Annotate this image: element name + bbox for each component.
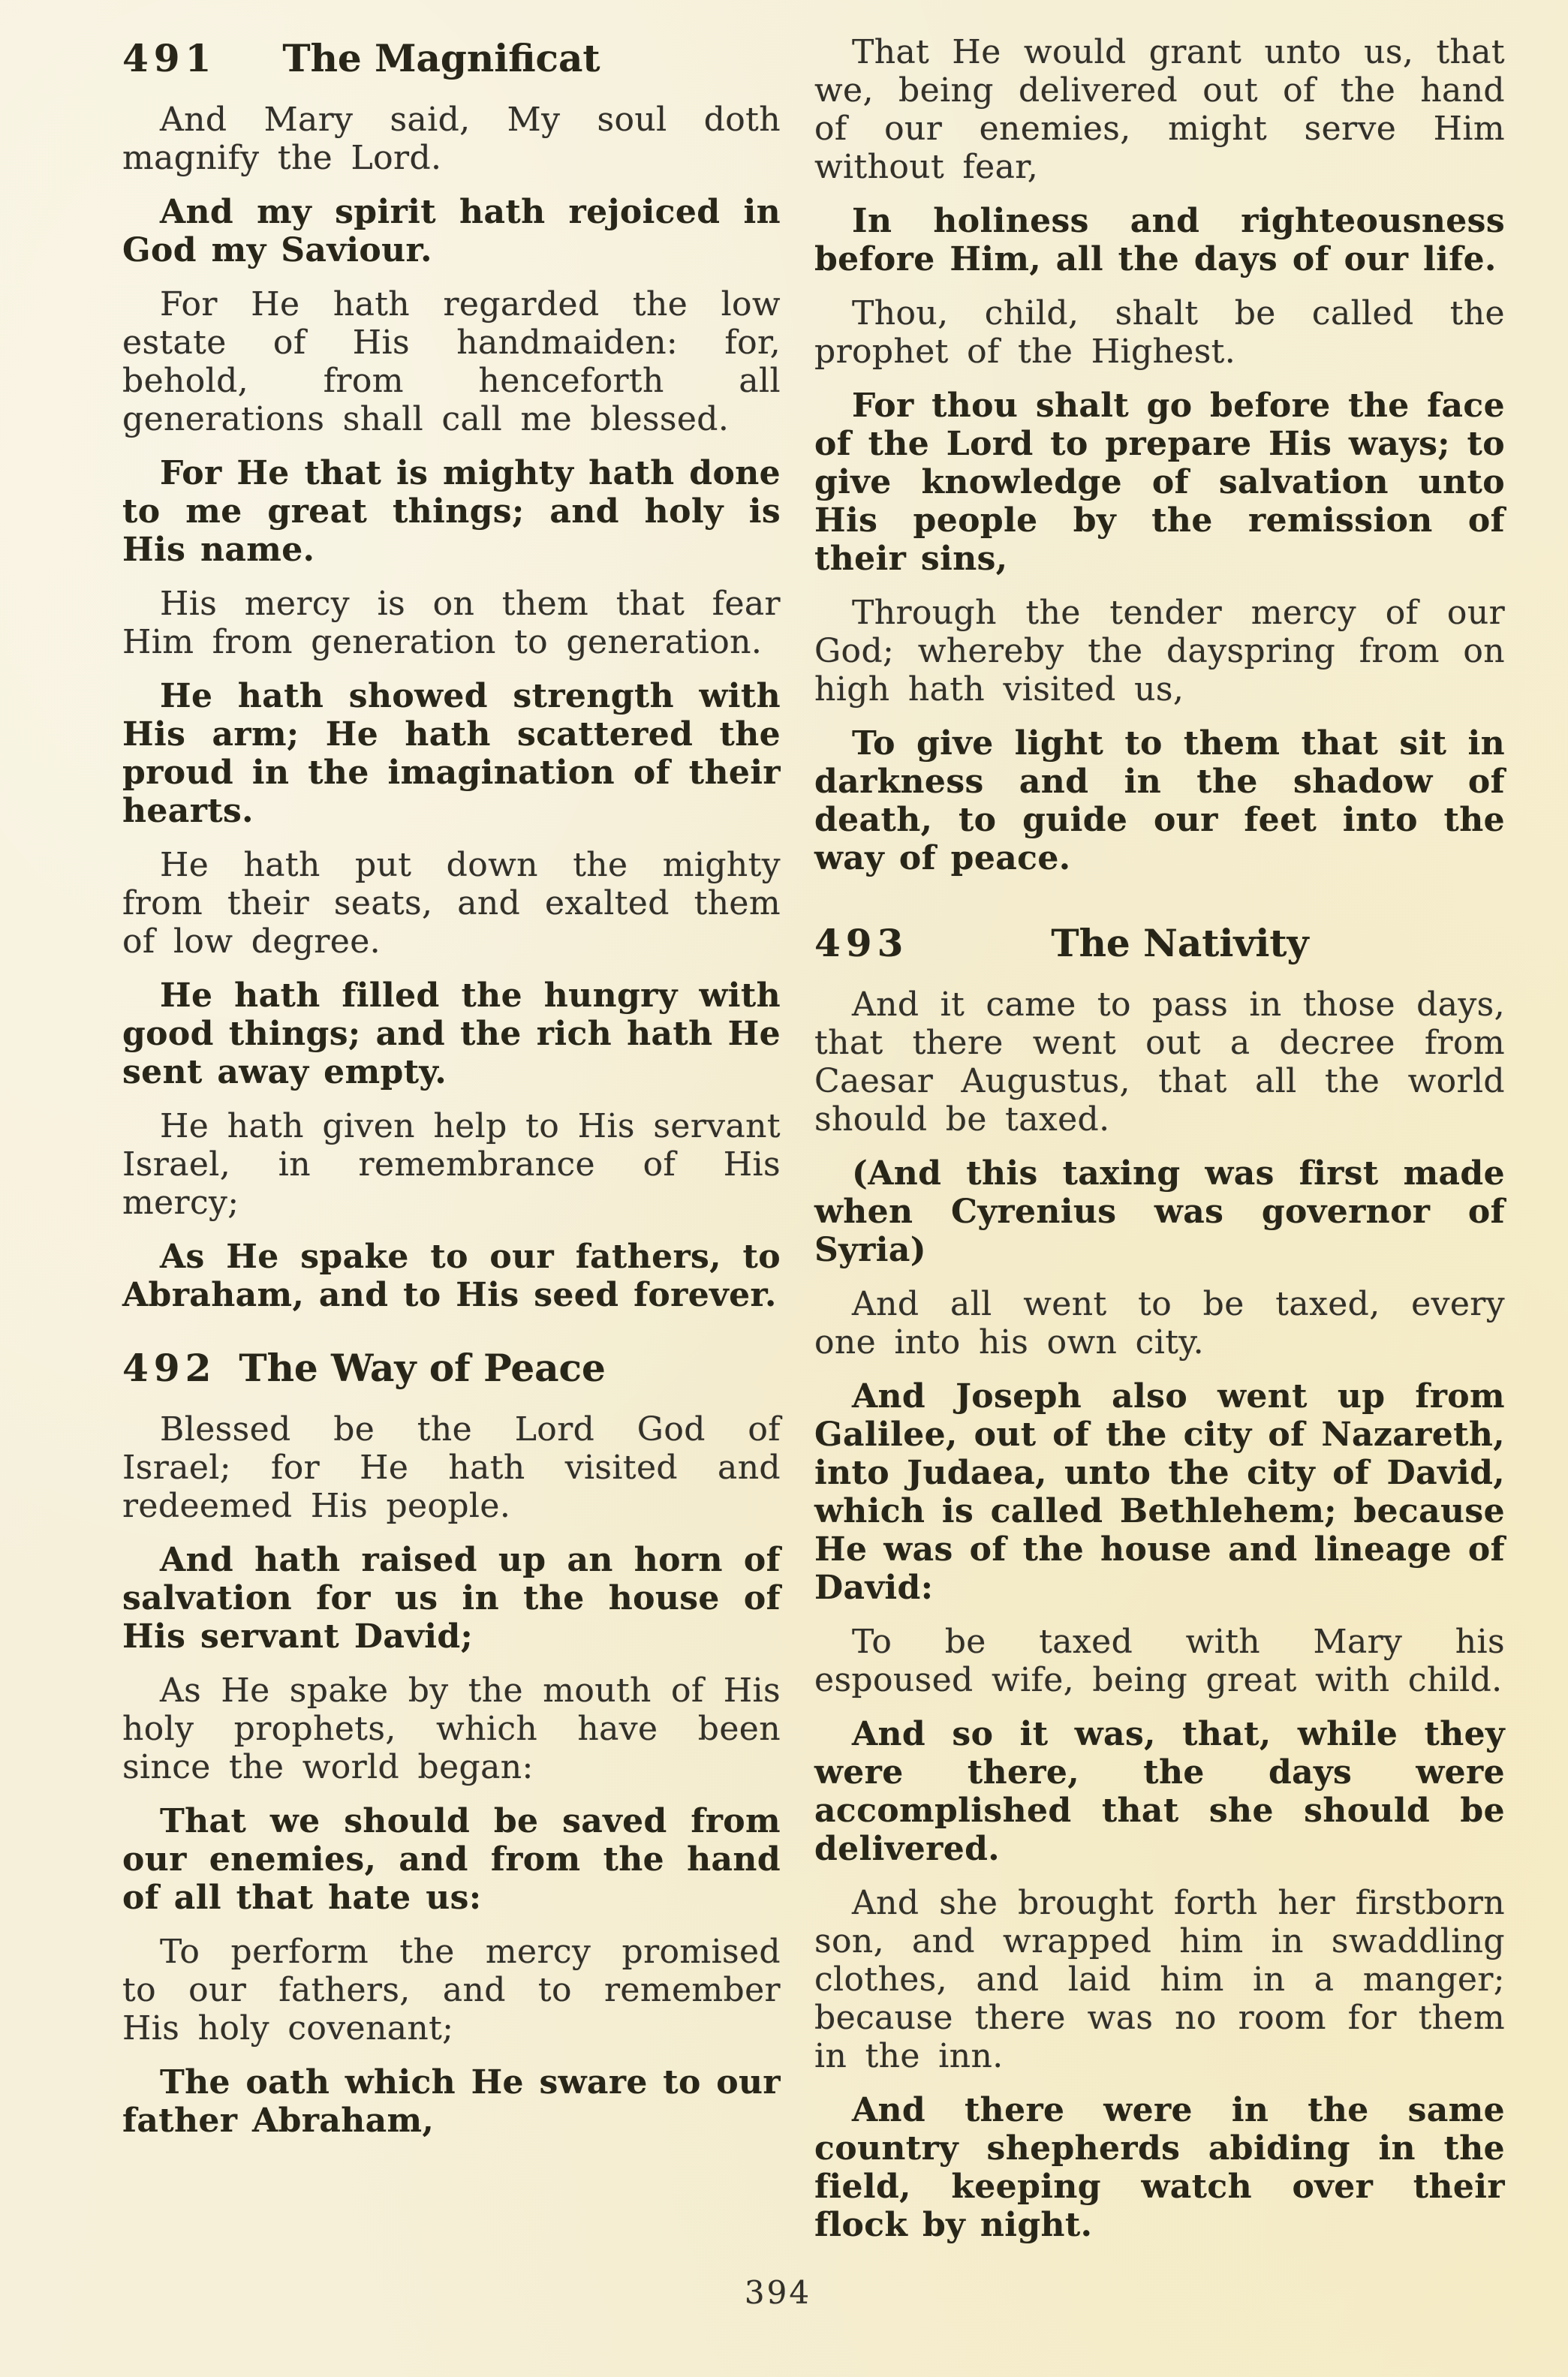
- section-title-492: The Way of Peace: [239, 1346, 606, 1390]
- verse-paragraph: That we should be saved from our enemies, and from the hand of all that hate us:: [122, 1802, 781, 1917]
- verse-paragraph: He hath put down the mighty from their seats, and exalted them of low degree.: [122, 846, 781, 961]
- verse-paragraph: For He hath regarded the low estate of His handmaiden: for, behold, from henceforth all generations shall call me blessed.: [122, 285, 781, 438]
- verse-paragraph: For He that is mighty hath done to me great things; and holy is His name.: [122, 454, 781, 569]
- verse-paragraph: He hath given help to His servant Israel, in remembrance of His mercy;: [122, 1107, 781, 1222]
- verse-paragraph: He hath showed strength with His arm; He hath scattered the proud in the imagination of their hearts.: [122, 677, 781, 830]
- verse-paragraph: For thou shalt go before the face of the Lord to prepare His ways; to give knowledge of salvation unto His people by the remission of their sins,: [814, 387, 1505, 578]
- verse-paragraph: And my spirit hath rejoiced in God my Saviour.: [122, 193, 781, 269]
- verse-paragraph: That He would grant unto us, that we, being delivered out of the hand of our enemies, might serve Him without fear,: [814, 33, 1505, 186]
- verse-paragraph: And hath raised up an horn of salvation for us in the house of His servant David;: [122, 1541, 781, 1656]
- verse-paragraph: He hath filled the hungry with good things; and the rich hath He sent away empty.: [122, 976, 781, 1091]
- verse-paragraph: And all went to be taxed, every one into his own city.: [814, 1285, 1505, 1362]
- section-title-493: The Nativity: [1051, 921, 1309, 965]
- verse-paragraph: Thou, child, shalt be called the prophet of the Highest.: [814, 294, 1505, 371]
- verse-paragraph: His mercy is on them that fear Him from generation to generation.: [122, 585, 781, 661]
- section-heading-492: [122, 1346, 781, 1391]
- verse-paragraph: As He spake to our fathers, to Abraham, and to His seed forever.: [122, 1238, 781, 1314]
- section-number-493: 493: [814, 921, 909, 965]
- verse-paragraph: Blessed be the Lord God of Israel; for He hath visited and redeemed His people.: [122, 1410, 781, 1525]
- verse-paragraph: And there were in the same country shepherds abiding in the field, keeping watch over their flock by night.: [814, 2091, 1505, 2244]
- section-heading-491: [122, 36, 781, 81]
- verse-paragraph: In holiness and righteousness before Him, all the days of our life.: [814, 202, 1505, 278]
- verse-paragraph: The oath which He sware to our father Abraham,: [122, 2063, 781, 2140]
- section-title-491: The Magnificat: [282, 36, 600, 80]
- right-column: [814, 33, 1505, 2377]
- verse-paragraph: To be taxed with Mary his espoused wife, being great with child.: [814, 1623, 1505, 1699]
- verse-paragraph: To perform the mercy promised to our fathers, and to remember His holy covenant;: [122, 1933, 781, 2048]
- left-column: [122, 33, 781, 2377]
- verse-paragraph: Through the tender mercy of our God; whereby the dayspring from on high hath visited us,: [814, 594, 1505, 709]
- verse-paragraph: And it came to pass in those days, that there went out a decree from Caesar Augustus, that all the world should be taxed.: [814, 985, 1505, 1139]
- section-heading-493: [814, 921, 1505, 966]
- section-number-492: 492: [122, 1346, 217, 1390]
- verse-paragraph: To give light to them that sit in darkness and in the shadow of death, to guide our feet into the way of peace.: [814, 724, 1505, 877]
- verse-paragraph: (And this taxing was first made when Cyrenius was governor of Syria): [814, 1154, 1505, 1269]
- verse-paragraph: And Joseph also went up from Galilee, out of the city of Nazareth, into Judaea, unto the city of David, which is called Bethlehem; because He was of the house and lineage of David:: [814, 1377, 1505, 1607]
- page-number: 394: [744, 2274, 812, 2311]
- verse-paragraph: And Mary said, My soul doth magnify the Lord.: [122, 101, 781, 177]
- verse-paragraph: And she brought forth her firstborn son, and wrapped him in swaddling clothes, and laid him in a manger; because there was no room for them in the inn.: [814, 1884, 1505, 2075]
- verse-paragraph: And so it was, that, while they were there, the days were accomplished that she should be delivered.: [814, 1715, 1505, 1868]
- verse-paragraph: As He spake by the mouth of His holy prophets, which have been since the world began:: [122, 1671, 781, 1786]
- section-number-491: 491: [122, 36, 217, 80]
